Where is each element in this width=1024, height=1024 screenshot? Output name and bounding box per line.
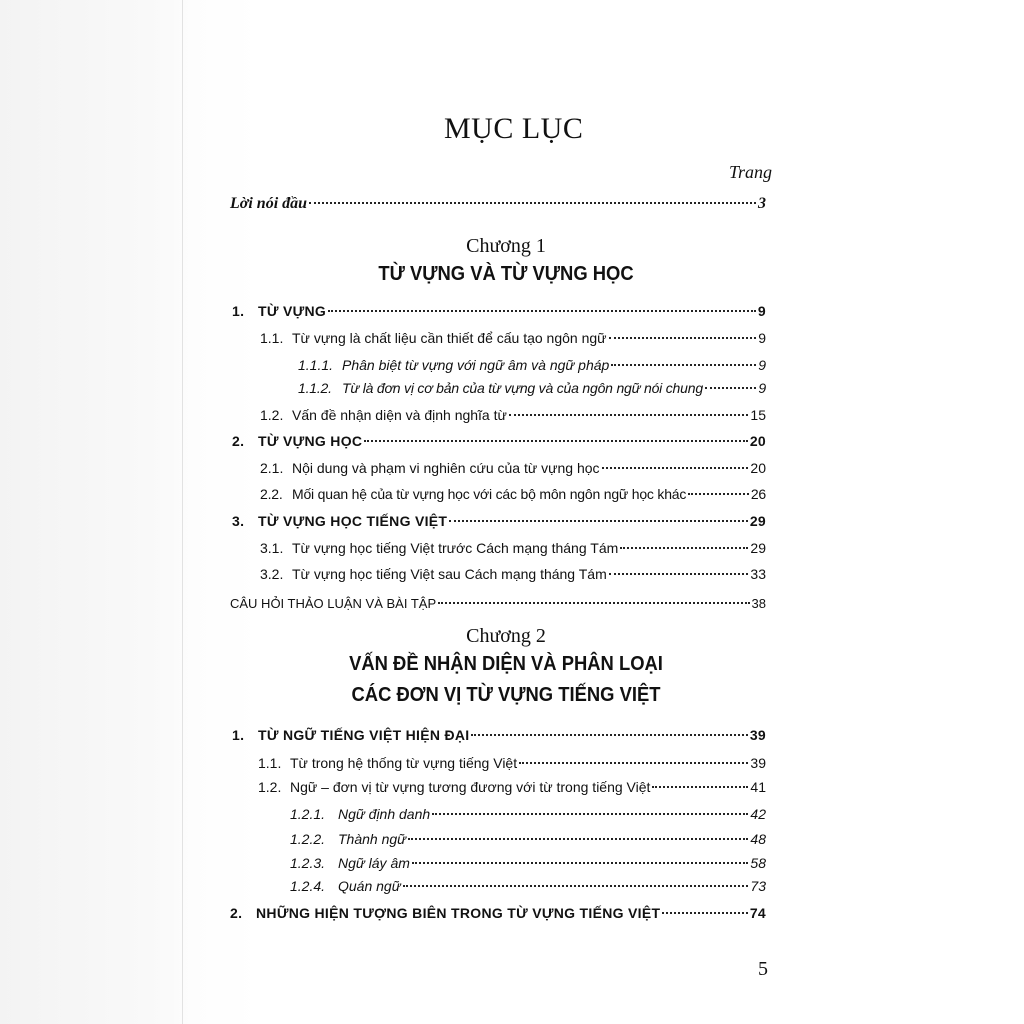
toc-entry bbox=[232, 727, 766, 743]
toc-entry bbox=[232, 513, 766, 529]
leader-dots bbox=[611, 364, 756, 366]
leader-dots bbox=[438, 602, 749, 604]
leader-dots bbox=[509, 414, 749, 416]
chapter-title-line: CÁC ĐƠN VỊ TỪ VỰNG TIẾNG VIỆT bbox=[351, 684, 661, 706]
toc-number: 1.2.4. bbox=[290, 878, 326, 894]
toc-label: Phân biệt từ vựng với ngữ âm và ngữ pháp bbox=[342, 357, 610, 373]
toc-label: Mối quan hệ của từ vựng học với các bộ môn ngôn ngữ học khác bbox=[292, 486, 687, 502]
toc-entry-questions bbox=[230, 596, 766, 611]
toc-entry bbox=[260, 486, 766, 502]
toc-number: 1.2.1. bbox=[290, 806, 326, 822]
toc-page: 29 bbox=[749, 513, 766, 529]
toc-label: Từ là đơn vị cơ bản của từ vựng và của ngôn ngữ nói chung bbox=[342, 380, 703, 396]
toc-page: 29 bbox=[750, 540, 766, 556]
leader-dots bbox=[688, 493, 749, 495]
toc-entry bbox=[260, 540, 766, 556]
leader-dots bbox=[449, 520, 748, 522]
toc-label: Từ vựng học tiếng Việt sau Cách mạng tháng Tám bbox=[292, 566, 607, 582]
chapter-title: TỪ VỰNG VÀ TỪ VỰNG HỌC bbox=[378, 263, 634, 285]
toc-entry bbox=[258, 755, 766, 771]
toc-number: 1.2. bbox=[260, 407, 284, 423]
toc-number: 1.2.2. bbox=[290, 831, 326, 847]
toc-page: 41 bbox=[750, 779, 766, 795]
toc-label: Thành ngữ bbox=[338, 831, 407, 847]
toc-page: 42 bbox=[750, 806, 766, 822]
toc-number: 2. bbox=[232, 433, 245, 449]
leader-dots bbox=[609, 337, 757, 339]
leader-dots bbox=[328, 310, 756, 312]
page-column-label: Trang bbox=[728, 162, 772, 182]
toc-number: 2.1. bbox=[260, 460, 284, 476]
toc-entry bbox=[260, 566, 766, 582]
toc-page: 20 bbox=[750, 460, 766, 476]
toc-page: 9 bbox=[758, 330, 766, 346]
toc-page: 9 bbox=[758, 357, 766, 373]
toc-label: NHỮNG HIỆN TƯỢNG BIÊN TRONG TỪ VỰNG TIẾNG VIỆT bbox=[256, 905, 661, 921]
toc-page: 58 bbox=[750, 855, 766, 871]
toc-number: 1.2. bbox=[258, 779, 282, 795]
leader-dots bbox=[403, 885, 749, 887]
toc-label: TỪ VỰNG bbox=[258, 303, 327, 319]
toc-entry bbox=[298, 357, 766, 373]
toc-number: 1.1. bbox=[258, 755, 282, 771]
toc-number: 1.1.1. bbox=[298, 357, 334, 373]
toc-page: 39 bbox=[749, 727, 766, 743]
chapter-heading: Chương 1 bbox=[466, 235, 546, 257]
leader-dots bbox=[309, 202, 756, 204]
leader-dots bbox=[432, 813, 748, 815]
toc-number: 1. bbox=[232, 727, 245, 743]
toc-entry bbox=[298, 380, 766, 396]
toc-label: Từ vựng là chất liệu cần thiết để cấu tạo ngôn ngữ bbox=[292, 330, 607, 346]
toc-entry bbox=[290, 831, 766, 847]
toc-page: 15 bbox=[750, 407, 766, 423]
toc-page: 9 bbox=[758, 380, 766, 396]
toc-number: 2.2. bbox=[260, 486, 283, 502]
leader-dots bbox=[412, 862, 749, 864]
toc-entry bbox=[232, 433, 766, 449]
toc-number: 1. bbox=[232, 303, 245, 319]
leader-dots bbox=[364, 440, 748, 442]
chapter-title-line: VẤN ĐỀ NHẬN DIỆN VÀ PHÂN LOẠI bbox=[349, 653, 663, 675]
toc-number: 1.1. bbox=[260, 330, 284, 346]
toc-page: 9 bbox=[757, 303, 766, 319]
toc-label: Quán ngữ bbox=[338, 878, 401, 894]
toc-entry bbox=[260, 407, 766, 423]
toc-page: 39 bbox=[750, 755, 766, 771]
leader-dots bbox=[471, 734, 747, 736]
leader-dots bbox=[705, 387, 757, 389]
toc-entry bbox=[260, 330, 766, 346]
page-number: 5 bbox=[758, 958, 768, 980]
toc-label: Nội dung và phạm vi nghiên cứu của từ vựng học bbox=[292, 460, 600, 476]
toc-label: Ngữ láy âm bbox=[338, 855, 410, 871]
toc-number: 1.1.2. bbox=[298, 380, 332, 396]
toc-page: 33 bbox=[750, 566, 766, 582]
toc-label: TỪ VỰNG HỌC bbox=[258, 433, 363, 449]
toc-page: 3 bbox=[758, 195, 766, 212]
toc-entry bbox=[290, 878, 766, 894]
toc-label: Vấn đề nhận diện và định nghĩa từ bbox=[292, 407, 507, 423]
toc-number: 3.2. bbox=[260, 566, 284, 582]
toc-label: Ngữ – đơn vị từ vựng tương đương với từ trong tiếng Việt bbox=[290, 779, 651, 795]
toc-page: 48 bbox=[750, 831, 766, 847]
toc-entry bbox=[290, 855, 766, 871]
toc-page: 38 bbox=[751, 596, 766, 611]
toc-number: 3. bbox=[232, 513, 245, 529]
leader-dots bbox=[408, 838, 748, 840]
toc-entry bbox=[260, 460, 766, 476]
toc-label: Ngữ định danh bbox=[338, 806, 431, 822]
leader-dots bbox=[620, 547, 748, 549]
toc-page: 74 bbox=[749, 905, 766, 921]
toc-label: Lời nói đầu bbox=[230, 195, 308, 212]
toc-page: 20 bbox=[749, 433, 766, 449]
toc-label: TỪ NGỮ TIẾNG VIỆT HIỆN ĐẠI bbox=[258, 727, 470, 743]
toc-page: 73 bbox=[750, 878, 766, 894]
leader-dots bbox=[519, 762, 748, 764]
page-title: MỤC LỤC bbox=[444, 112, 584, 145]
leader-dots bbox=[662, 912, 747, 914]
leader-dots bbox=[652, 786, 748, 788]
toc-label: TỪ VỰNG HỌC TIẾNG VIỆT bbox=[258, 513, 448, 529]
toc-number: 2. bbox=[230, 905, 243, 921]
toc-preface bbox=[230, 195, 766, 213]
toc-label: CÂU HỎI THẢO LUẬN VÀ BÀI TẬP bbox=[230, 596, 437, 611]
toc-number: 1.2.3. bbox=[290, 855, 326, 871]
toc-entry bbox=[258, 779, 766, 795]
toc-number: 3.1. bbox=[260, 540, 284, 556]
leader-dots bbox=[602, 467, 749, 469]
page-edge-divider bbox=[182, 0, 183, 1024]
toc-entry bbox=[230, 905, 766, 921]
leader-dots bbox=[609, 573, 749, 575]
toc-label: Từ trong hệ thống từ vựng tiếng Việt bbox=[290, 755, 518, 771]
toc-label: Từ vựng học tiếng Việt trước Cách mạng tháng Tám bbox=[292, 540, 619, 556]
toc-entry bbox=[290, 806, 766, 822]
toc-page: 26 bbox=[750, 486, 766, 502]
chapter-heading: Chương 2 bbox=[466, 625, 546, 647]
toc-entry bbox=[232, 303, 766, 319]
